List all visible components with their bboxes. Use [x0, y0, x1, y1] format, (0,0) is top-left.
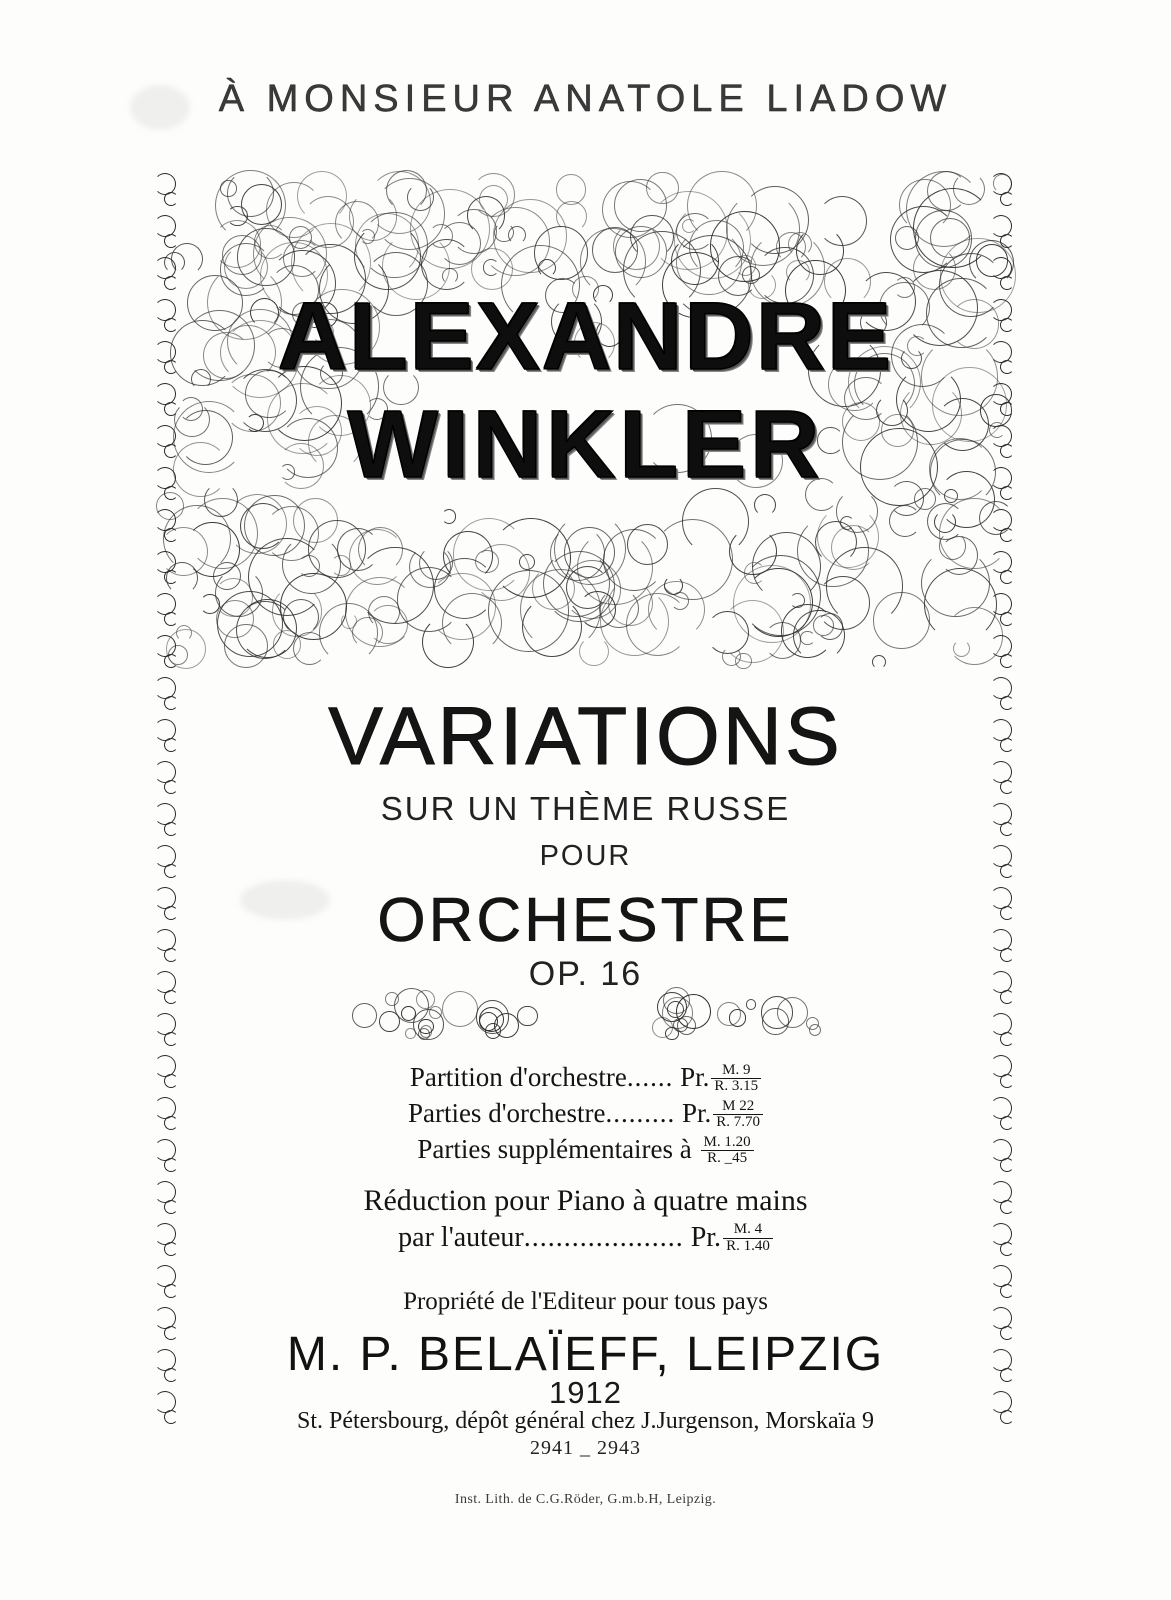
copyright-notice: Propriété de l'Editeur pour tous pays: [403, 1288, 768, 1315]
work-subtitle-theme: SUR UN THÈME RUSSE: [380, 790, 791, 827]
piano-reduction-pr: Pr.: [690, 1221, 722, 1253]
depot-line: St. Pétersbourg, dépôt général chez J.Jurgenson, Morskaïa 9: [297, 1408, 874, 1434]
price-dots: ......: [626, 1062, 674, 1092]
price-label: Parties supplémentaires à: [417, 1134, 692, 1165]
price-list: [0, 1060, 1171, 1255]
opus-number: OP. 16: [528, 955, 643, 993]
piano-reduction-fraction: [723, 1222, 773, 1255]
price-label: Parties d'orchestre: [407, 1098, 606, 1129]
price-mark: M. 1.20: [701, 1135, 754, 1152]
composer-name: [0, 283, 1171, 499]
price-pr: Pr.: [682, 1098, 712, 1129]
dedication-text: À MONSIEUR ANATOLE LIADOW: [218, 78, 953, 120]
piano-reduction-line1: Réduction pour Piano à quatre mains: [363, 1184, 808, 1218]
composer-first-name: ALEXANDRE: [277, 283, 894, 390]
small-ornament: [351, 985, 821, 1039]
instrumentation: ORCHESTRE: [377, 886, 794, 955]
price-pr: Pr.: [680, 1062, 710, 1092]
publisher-name: M. P. BELAÏEFF, LEIPZIG: [286, 1328, 885, 1381]
piano-reduction-author: par l'auteur: [398, 1221, 524, 1253]
price-fraction: [701, 1135, 754, 1168]
price-row: [0, 1132, 1171, 1168]
price-mark: M. 9: [711, 1063, 761, 1080]
price-mark: M 22: [713, 1099, 763, 1116]
plate-number: 2941 _ 2943: [530, 1437, 641, 1459]
price-dots: .........: [605, 1098, 676, 1129]
publication-year: 1912: [549, 1375, 622, 1410]
price-row: [0, 1060, 1171, 1096]
piano-reduction-line2: [0, 1220, 1171, 1256]
price-fraction: [711, 1063, 761, 1096]
price-rouble: R. 3.15: [714, 1078, 759, 1095]
composer-last-name: WINKLER: [347, 391, 824, 499]
piano-reduction-dots: ....................: [523, 1221, 684, 1253]
price-rouble: R. 7.70: [716, 1114, 761, 1131]
piano-reduction: [0, 1182, 1171, 1255]
piano-reduction-mark: M. 4: [723, 1222, 773, 1239]
price-label: Partition d'orchestre: [409, 1062, 627, 1092]
piano-reduction-rouble: R. 1.40: [726, 1237, 770, 1254]
price-rouble: R. _45: [707, 1150, 748, 1167]
work-title: VARIATIONS: [328, 691, 843, 782]
printer-credit: Inst. Lith. de C.G.Röder, G.m.b.H, Leipzig.: [454, 1492, 717, 1507]
price-fraction: [713, 1099, 763, 1132]
work-subtitle-pour: POUR: [539, 840, 632, 872]
price-row: [0, 1096, 1171, 1132]
